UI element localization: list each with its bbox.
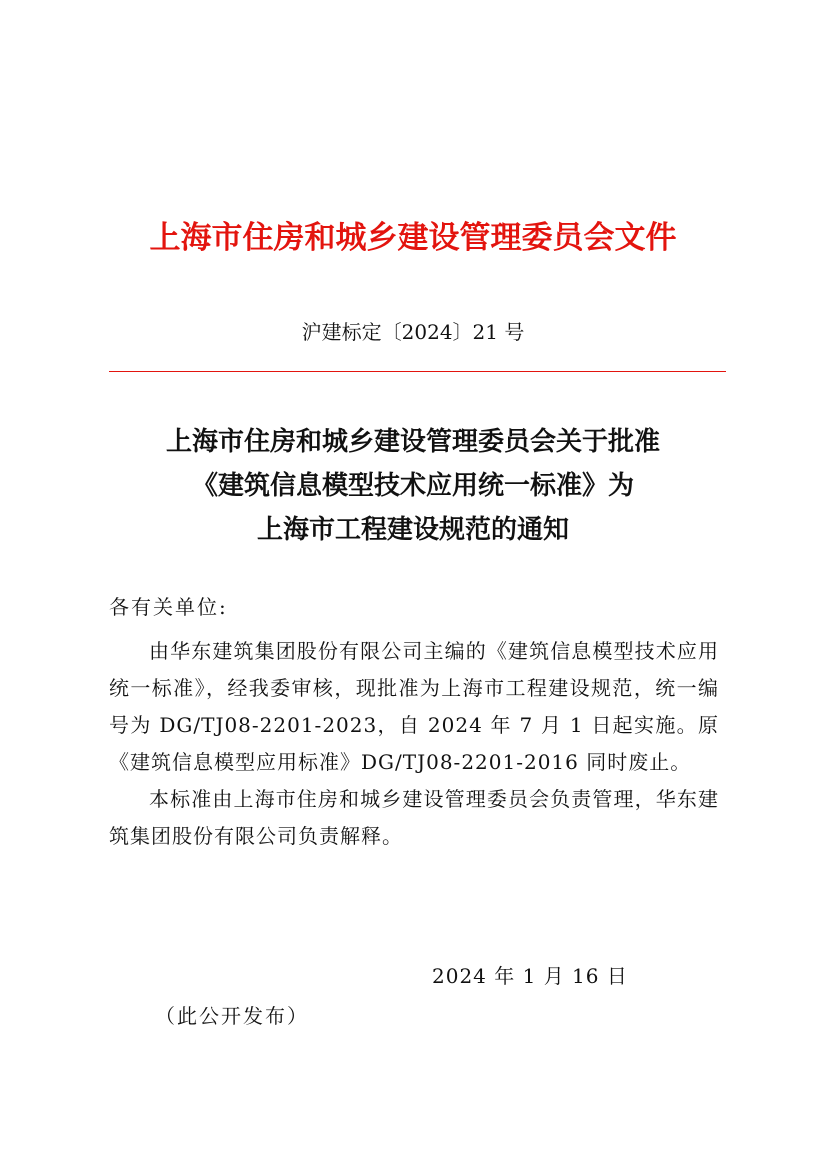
document-number: 沪建标定〔2024〕21 号	[301, 320, 525, 344]
issue-date: 2024 年 1 月 16 日	[432, 964, 628, 988]
notice-body	[109, 633, 719, 855]
issuer-masthead: 上海市住房和城乡建设管理委员会文件	[149, 220, 677, 256]
body-paragraph-approval: 由华东建筑集团股份有限公司主编的《建筑信息模型技术应用统一标准》，经我委审核，现批准为上海市工程建设规范，统一编号为 DG/TJ08-2201-2023，自 2024 年 7 月 1 日起实施。原《建筑信息模型应用标准》DG/TJ08-2201-2016 同时废止。	[109, 639, 719, 774]
publish-note: （此公开发布）	[155, 1004, 309, 1028]
body-paragraph-management: 本标准由上海市住房和城乡建设管理委员会负责管理，华东建筑集团股份有限公司负责解释。	[109, 787, 719, 848]
salutation: 各有关单位:	[109, 595, 228, 619]
title-line-3: 上海市工程建设规范的通知	[256, 515, 569, 545]
title-line-2: 《建筑信息模型技术应用统一标准》为	[191, 471, 634, 501]
red-divider-line	[109, 371, 726, 372]
title-line-1: 上海市住房和城乡建设管理委员会关于批准	[165, 427, 660, 457]
notice-title	[0, 420, 826, 552]
